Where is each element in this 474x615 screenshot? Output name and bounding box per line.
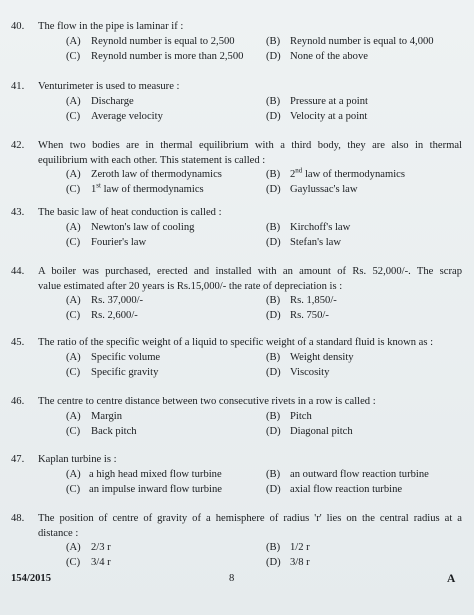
question-text: The centre to centre distance between two consecutive rivets in a row is called :: [38, 396, 376, 407]
option-text: Rs. 750/-: [290, 310, 329, 321]
question-number: 41.: [11, 81, 25, 92]
option-letter: (C): [66, 236, 81, 248]
option-text: Pitch: [290, 410, 312, 422]
ordinal-number: 1: [91, 184, 97, 195]
question-number: 40.: [11, 21, 25, 32]
series-letter: A: [447, 573, 456, 585]
option-letter: (A): [66, 542, 81, 553]
option-letter: (B): [266, 351, 281, 363]
option-letter: (A): [66, 295, 81, 306]
option-text: Stefan's law: [290, 236, 342, 248]
question-text: Venturimeter is used to measure :: [38, 81, 180, 92]
option-letter: (C): [66, 310, 81, 321]
question-text-line-2: equilibrium with each other. This statement is called :: [38, 154, 266, 166]
option-text: an outward flow reaction turbine: [290, 468, 429, 480]
option-text: Reynold number is equal to 4,000: [290, 35, 434, 47]
option-text: Reynold number is more than 2,500: [91, 50, 244, 62]
option-text-rest: law of thermodynamics: [100, 184, 204, 195]
option-letter: (B): [266, 468, 281, 480]
option-letter: (B): [266, 95, 281, 107]
exam-code: 154/2015: [11, 573, 52, 584]
question-text-line-2: value estimated after 20 years is Rs.15,000/- the rate of depreciation is :: [38, 280, 343, 292]
question-44: [0, 265, 474, 324]
question-42: [0, 139, 474, 198]
option-text: Average velocity: [91, 110, 163, 122]
question-text-line-2: distance :: [38, 527, 79, 539]
option-text: an impulse inward flow turbine: [89, 483, 222, 495]
option-letter: (C): [66, 557, 81, 568]
question-number: 43.: [11, 207, 25, 218]
option-letter: (A): [66, 169, 81, 180]
question-text-line-1: When two bodies are in thermal equilibrium with a third body, they are also in thermal: [38, 140, 462, 151]
question-43: [0, 206, 474, 251]
option-letter: (B): [266, 35, 281, 47]
question-number: 47.: [11, 454, 25, 465]
question-47: [0, 453, 474, 498]
option-letter: (C): [66, 425, 81, 437]
question-46: [0, 395, 474, 440]
option-text: a high head mixed flow turbine: [89, 468, 222, 480]
option-letter: (B): [266, 542, 281, 553]
option-letter: (D): [266, 50, 281, 62]
option-letter: (A): [66, 221, 81, 233]
option-text: Reynold number is equal to 2,500: [91, 35, 235, 47]
option-letter: (C): [66, 184, 81, 195]
option-letter: (C): [66, 50, 81, 62]
option-letter: (C): [66, 110, 81, 122]
option-letter: (D): [266, 310, 281, 321]
option-text: Zeroth law of thermodynamics: [91, 169, 222, 180]
option-text: 3/8 r: [290, 557, 310, 568]
option-text: Fourier's law: [91, 236, 147, 248]
option-text: 3/4 r: [91, 557, 111, 568]
ordinal-suffix: st: [96, 181, 101, 190]
option-text: Margin: [91, 410, 122, 422]
option-letter: (A): [66, 95, 81, 107]
option-text: [290, 168, 405, 183]
question-number: 42.: [11, 140, 25, 151]
option-letter: (D): [266, 557, 281, 568]
option-text: Gaylussac's law: [290, 184, 358, 195]
question-text-line-1: The position of centre of gravity of a hemisphere of radius 'r' lies on the central radius at a: [38, 513, 462, 524]
page-number: 8: [229, 573, 235, 584]
option-letter: (C): [66, 366, 81, 378]
option-letter: (D): [266, 110, 281, 122]
question-text: Kaplan turbine is :: [38, 454, 117, 465]
option-text: Pressure at a point: [290, 95, 368, 107]
question-number: 45.: [11, 337, 25, 348]
question-number: 44.: [11, 266, 25, 277]
option-text: Diagonal pitch: [290, 425, 353, 437]
option-letter: (B): [266, 221, 281, 233]
question-text: The flow in the pipe is laminar if :: [38, 21, 184, 32]
option-letter: (C): [66, 483, 81, 495]
question-number: 46.: [11, 396, 25, 407]
option-text: axial flow reaction turbine: [290, 483, 403, 495]
option-text: Kirchoff's law: [290, 221, 351, 233]
option-letter: (D): [266, 236, 281, 248]
question-40: [0, 20, 474, 65]
option-letter: (D): [266, 184, 281, 195]
question-48: [0, 512, 474, 571]
option-letter: (D): [266, 425, 281, 437]
question-text: The ratio of the specific weight of a liquid to specific weight of a standard fluid is known as :: [38, 337, 434, 348]
option-letter: (B): [266, 169, 281, 180]
ordinal-number: 2: [290, 169, 296, 180]
question-41: [0, 80, 474, 125]
option-text: Rs. 37,000/-: [91, 295, 144, 306]
option-text: Specific volume: [91, 351, 161, 363]
ordinal-suffix: nd: [295, 166, 303, 175]
option-text: Back pitch: [91, 425, 137, 437]
page-footer: [0, 572, 474, 586]
option-text: Viscosity: [290, 366, 330, 378]
question-number: 48.: [11, 513, 25, 524]
option-text: 1/2 r: [290, 542, 310, 553]
option-text: 2/3 r: [91, 542, 111, 553]
option-text: Rs. 2,600/-: [91, 310, 138, 321]
question-text: The basic law of heat conduction is called :: [38, 207, 222, 218]
question-text-line-1: A boiler was purchased, erected and installed with an amount of Rs. 52,000/-. The scrap: [38, 266, 462, 277]
option-text-rest: law of thermodynamics: [302, 169, 405, 180]
option-letter: (A): [66, 351, 81, 363]
option-text: Velocity at a point: [290, 110, 368, 122]
option-text: [91, 183, 204, 198]
option-text: Newton's law of cooling: [91, 221, 195, 233]
option-letter: (D): [266, 366, 281, 378]
option-letter: (B): [266, 295, 281, 306]
option-letter: (A): [66, 35, 81, 47]
option-text: None of the above: [290, 50, 368, 62]
option-text: Specific gravity: [91, 366, 159, 378]
option-letter: (B): [266, 410, 281, 422]
option-letter: (D): [266, 483, 281, 495]
option-letter: (A): [66, 468, 81, 480]
option-text: Rs. 1,850/-: [290, 295, 337, 306]
question-45: [0, 336, 474, 381]
option-text: Weight density: [290, 351, 354, 363]
option-letter: (A): [66, 410, 81, 422]
option-text: Discharge: [91, 95, 134, 107]
